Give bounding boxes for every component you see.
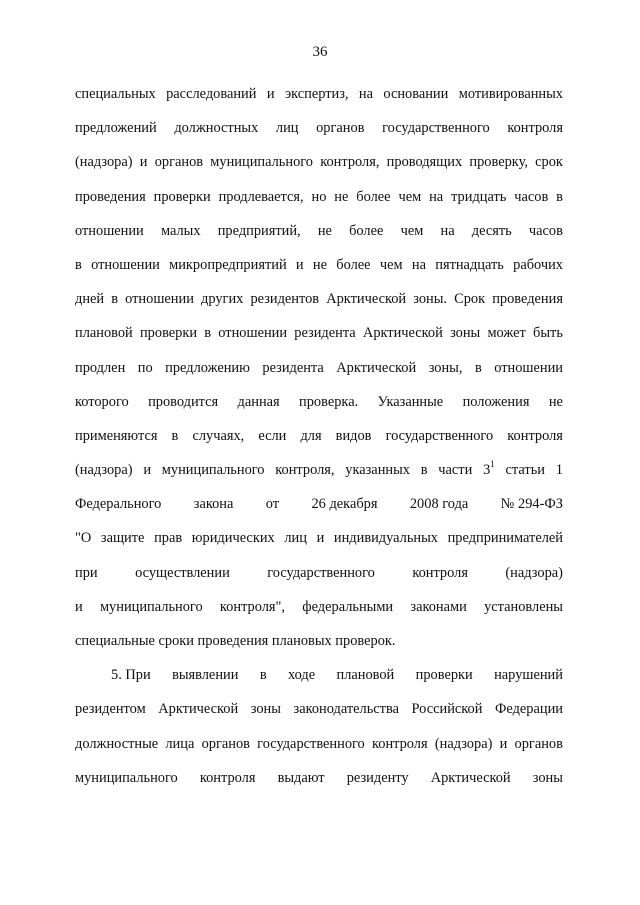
text-line bbox=[75, 149, 563, 183]
word: отношении bbox=[494, 359, 563, 376]
text-line bbox=[75, 389, 563, 423]
text-line bbox=[75, 491, 563, 525]
word: десять bbox=[471, 222, 512, 239]
word: положения bbox=[462, 393, 530, 410]
word: муниципального bbox=[99, 598, 203, 615]
word: которого bbox=[75, 393, 129, 410]
word: чем bbox=[398, 188, 422, 205]
word: установлены bbox=[484, 598, 563, 615]
word: органов bbox=[316, 120, 365, 137]
word: более bbox=[356, 188, 391, 205]
text-line bbox=[75, 457, 563, 491]
word: зоны bbox=[532, 769, 563, 786]
word: зоны, bbox=[428, 359, 463, 376]
word: применяются bbox=[75, 427, 158, 444]
word: органов bbox=[514, 735, 563, 752]
text-line bbox=[75, 594, 563, 628]
word: по bbox=[137, 359, 153, 376]
word: контроля", bbox=[219, 598, 286, 615]
word: части bbox=[438, 462, 473, 479]
paragraph-2 bbox=[75, 662, 563, 799]
word: плановой bbox=[336, 667, 395, 684]
word: дней bbox=[75, 291, 105, 308]
word: юридических bbox=[191, 530, 275, 547]
word: и bbox=[295, 256, 304, 273]
word: (надзора) bbox=[434, 735, 493, 752]
word: и bbox=[499, 735, 508, 752]
text-line bbox=[75, 81, 563, 115]
word: расследований bbox=[166, 86, 257, 102]
word: рабочих bbox=[513, 256, 563, 273]
word: проведения bbox=[75, 188, 146, 205]
word: проверка. bbox=[299, 393, 359, 410]
word: и bbox=[266, 86, 275, 102]
word: тридцать bbox=[451, 188, 507, 205]
word: контроля bbox=[412, 564, 468, 581]
word: микропредприятий bbox=[169, 256, 287, 273]
word: предложению bbox=[165, 359, 250, 376]
word: муниципального bbox=[161, 462, 265, 479]
word: контроля, bbox=[320, 154, 380, 171]
text-line bbox=[75, 696, 563, 730]
text-line bbox=[75, 628, 563, 662]
word: отношении bbox=[91, 256, 160, 273]
text-line bbox=[75, 731, 563, 765]
word: № 294-ФЗ bbox=[500, 496, 563, 513]
word: продлен bbox=[75, 359, 126, 376]
word: 2008 года bbox=[409, 496, 469, 513]
word: государственного bbox=[267, 564, 375, 581]
word: законодательства bbox=[293, 701, 399, 718]
word: прав bbox=[154, 530, 183, 547]
paragraph-1 bbox=[75, 81, 563, 662]
word: отношении bbox=[75, 222, 144, 239]
superscript: 1 bbox=[490, 459, 495, 470]
word: Арктической bbox=[430, 769, 511, 786]
text-line bbox=[75, 560, 563, 594]
word: на bbox=[411, 256, 426, 273]
word: муниципального bbox=[75, 769, 178, 786]
word: при bbox=[75, 564, 98, 581]
word: (надзора) bbox=[75, 154, 133, 171]
word: на bbox=[440, 222, 455, 239]
word: "О bbox=[75, 530, 92, 547]
word: на bbox=[358, 86, 373, 102]
body-text bbox=[75, 81, 563, 799]
word: проверку, bbox=[469, 154, 528, 171]
word: 26 декабря bbox=[311, 496, 378, 513]
word: 1 bbox=[555, 462, 563, 479]
word: предприятий, bbox=[217, 222, 301, 239]
word: не bbox=[548, 393, 563, 410]
word: на bbox=[429, 188, 444, 205]
word: экспертиз, bbox=[284, 86, 349, 102]
word: законами bbox=[410, 598, 467, 615]
word: Арктической bbox=[158, 701, 239, 718]
word: быть bbox=[533, 325, 563, 342]
word: контроля bbox=[371, 735, 428, 752]
word: органов bbox=[154, 154, 204, 171]
word: чем bbox=[400, 222, 424, 239]
word: и bbox=[139, 154, 148, 171]
text-line bbox=[75, 423, 563, 457]
word: нарушений bbox=[494, 667, 563, 684]
text-line bbox=[75, 320, 563, 354]
word: лиц bbox=[284, 530, 307, 547]
word: резидентом bbox=[75, 701, 146, 718]
word: не bbox=[334, 188, 349, 205]
word: контроля, bbox=[275, 462, 335, 479]
word: специальных bbox=[75, 86, 156, 102]
word: продлевается, bbox=[218, 188, 304, 205]
word: если bbox=[258, 427, 287, 444]
word: органов bbox=[201, 735, 250, 752]
word: проведения bbox=[492, 291, 563, 308]
word: часов bbox=[528, 222, 563, 239]
text-line bbox=[75, 765, 563, 799]
word: Арктической bbox=[326, 291, 407, 308]
text-line bbox=[75, 525, 563, 559]
word: Федерального bbox=[75, 496, 162, 513]
word: в bbox=[420, 462, 428, 479]
word: чем bbox=[379, 256, 403, 273]
word: других bbox=[201, 291, 244, 308]
word: в bbox=[111, 291, 119, 308]
word: резидента bbox=[294, 325, 356, 342]
word: в bbox=[474, 359, 482, 376]
text-line bbox=[75, 662, 563, 696]
word: резидента bbox=[262, 359, 324, 376]
text-line bbox=[75, 252, 563, 286]
word: в bbox=[259, 667, 267, 684]
word: отношении bbox=[125, 291, 194, 308]
word: может bbox=[487, 325, 526, 342]
word: муниципального bbox=[210, 154, 313, 171]
word: указанных bbox=[345, 462, 410, 479]
word: зоны bbox=[250, 701, 281, 718]
text-line bbox=[75, 355, 563, 389]
word: в bbox=[75, 256, 82, 273]
word: основании bbox=[383, 86, 449, 102]
word: более bbox=[336, 256, 371, 273]
word: выявлении bbox=[172, 667, 239, 684]
word: в bbox=[204, 325, 212, 342]
word: контроля bbox=[507, 120, 563, 137]
word: (надзора) bbox=[75, 462, 133, 479]
word: защите bbox=[100, 530, 145, 547]
word: Федерации bbox=[495, 701, 563, 718]
word: и bbox=[143, 462, 152, 479]
word: должностные bbox=[75, 735, 159, 752]
word: данная bbox=[237, 393, 280, 410]
word: часов bbox=[514, 188, 549, 205]
word: предложений bbox=[75, 120, 157, 137]
word: предпринимателей bbox=[447, 530, 563, 547]
word: пятнадцать bbox=[435, 256, 504, 273]
word: для bbox=[300, 427, 322, 444]
word: Срок bbox=[454, 291, 486, 308]
word: статьи bbox=[505, 462, 545, 479]
word: проводится bbox=[148, 393, 219, 410]
word: не bbox=[312, 256, 327, 273]
word: контроля bbox=[507, 427, 563, 444]
text-line bbox=[75, 286, 563, 320]
word: выдают bbox=[277, 769, 325, 786]
word: малых bbox=[160, 222, 201, 239]
word: более bbox=[349, 222, 384, 239]
word: видов bbox=[335, 427, 372, 444]
word: от bbox=[265, 496, 280, 513]
word: федеральными bbox=[302, 598, 394, 615]
word: $3^1$ bbox=[483, 459, 495, 479]
word: государственного bbox=[382, 120, 490, 137]
word: должностных bbox=[174, 120, 259, 137]
word: и bbox=[75, 598, 83, 615]
word: Арктической bbox=[362, 325, 443, 342]
word: мотивированных bbox=[458, 86, 563, 102]
word: отношении bbox=[218, 325, 288, 342]
word: Арктической bbox=[336, 359, 417, 376]
word: проверки bbox=[153, 188, 211, 205]
word: специальные сроки проведения плановых проверок. bbox=[75, 633, 396, 649]
word: зоны bbox=[450, 325, 481, 342]
word: в bbox=[171, 427, 179, 444]
word: проверки bbox=[139, 325, 198, 342]
word: государственного bbox=[385, 427, 494, 444]
word: проводящих bbox=[386, 154, 463, 171]
word: проверки bbox=[415, 667, 473, 684]
word: случаях, bbox=[192, 427, 245, 444]
word: срок bbox=[535, 154, 563, 171]
word: зоны. bbox=[413, 291, 448, 308]
word: осуществлении bbox=[135, 564, 230, 581]
word: в bbox=[556, 188, 563, 205]
word: Российской bbox=[411, 701, 483, 718]
word: и bbox=[316, 530, 325, 547]
word: Указанные bbox=[377, 393, 444, 410]
word: резидентов bbox=[250, 291, 320, 308]
text-line bbox=[75, 184, 563, 218]
word: но bbox=[311, 188, 327, 205]
word: ходе bbox=[287, 667, 316, 684]
word: закона bbox=[193, 496, 234, 513]
text-line bbox=[75, 218, 563, 252]
text-line bbox=[75, 115, 563, 149]
word: контроля bbox=[199, 769, 256, 786]
word: 5. При bbox=[111, 667, 151, 684]
word: плановой bbox=[75, 325, 133, 342]
word: государственного bbox=[257, 735, 365, 752]
word: лица bbox=[165, 735, 195, 752]
word: не bbox=[317, 222, 332, 239]
word: (надзора) bbox=[505, 564, 563, 581]
word: лиц bbox=[275, 120, 299, 137]
word: резиденту bbox=[346, 769, 409, 786]
page-number: 36 bbox=[312, 44, 328, 60]
word: индивидуальных bbox=[333, 530, 438, 547]
